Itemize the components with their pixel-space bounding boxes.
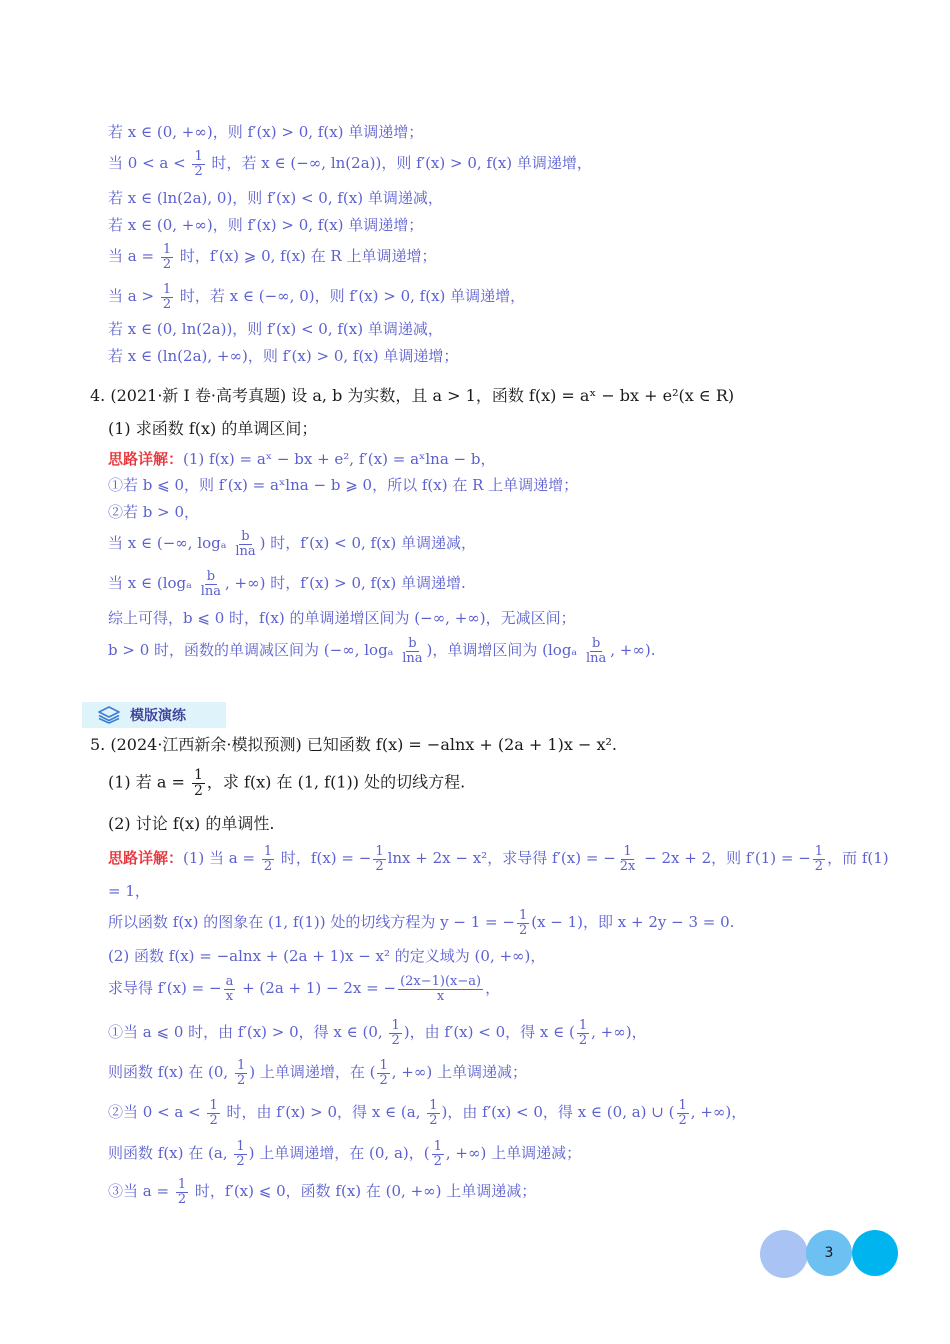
page-number: 3 bbox=[824, 1245, 834, 1261]
solution-line: ①当 a ⩽ 0 时，由 f′(x) > 0，得 x ∈ (0, $\frac{1}{2}$ )，由 f′(x) < 0，得 x ∈ ( $\frac{1}{2}$ , +∞)， bbox=[108, 1018, 647, 1048]
solution-line: 若 x ∈ (ln(2a), +∞)，则 f′(x) > 0, f(x) 单调递增； bbox=[108, 347, 459, 365]
solution-line: 当 a = $\frac{1}{2}$ 时，f′(x) ⩾ 0, f(x) 在 R 上单调递增； bbox=[108, 242, 437, 272]
solution-line: 当 x ∈ (−∞, logₐ $\frac{b}{\ln a}$ ) 时，f′(x) < 0, f(x) 单调递减， bbox=[108, 529, 477, 559]
fraction: $\frac{1}{2}$ bbox=[193, 767, 203, 799]
solution-label: 思路详解： bbox=[108, 849, 184, 868]
solution-line: 若 x ∈ (0, +∞)，则 f′(x) > 0, f(x) 单调递增； bbox=[108, 216, 424, 234]
solution-line: 若 x ∈ (0, ln(2a))，则 f′(x) < 0, f(x) 单调递减， bbox=[108, 320, 443, 338]
solution-line: 所以函数 f(x) 的图象在 (1, f(1)) 处的切线方程为 y − 1 = − $\frac{1}{2}$ (x − 1)，即 x + 2y − 3 = 0. bbox=[108, 908, 735, 938]
fraction: $\frac{1}{2}$ bbox=[433, 1139, 442, 1169]
solution-line: 思路详解：(1) f(x) = aˣ − bx + e², f′(x) = aˣlna − b， bbox=[108, 450, 496, 468]
solution-line: 当 a > $\frac{1}{2}$ 时，若 x ∈ (−∞, 0)，则 f′(x) > 0, f(x) 单调递增， bbox=[108, 282, 526, 312]
fraction: $\frac{1}{2}$ bbox=[814, 844, 824, 874]
fraction: $\frac{1}{2}$ bbox=[236, 1058, 246, 1088]
fraction: $\frac{1}{2}$ bbox=[578, 1018, 588, 1048]
solution-line: ①若 b ⩽ 0，则 f′(x) = aˣlna − b ⩾ 0，所以 f(x) 在 R 上单调递增； bbox=[108, 476, 579, 494]
solution-line: (2) 函数 f(x) = −alnx + (2a + 1)x − x² 的定义域为 (0, +∞)， bbox=[108, 947, 546, 965]
solution-line: 则函数 f(x) 在 (a, $\frac{1}{2}$ ) 上单调递增，在 (0, a)，( $\frac{1}{2}$ , +∞) 上单调递减； bbox=[108, 1139, 582, 1169]
solution-line: ②当 0 < a < $\frac{1}{2}$ 时，由 f′(x) > 0，得 x ∈ (a, $\frac{1}{2}$ )，由 f′(x) < 0，得 x ∈ (0, a) ∪ ( $\frac{1}{2}$ , +∞)， bbox=[108, 1098, 747, 1128]
solution-label: 思路详解： bbox=[108, 450, 184, 468]
question-4-part-1: (1) 求函数 f(x) 的单调区间； bbox=[108, 419, 318, 438]
fraction: $\frac{1}{2}$ bbox=[177, 1177, 187, 1207]
solution-line: 求导得 f′(x) = − $\frac{a}{x}$ + (2a + 1) − 2x = − $\frac{(2x-1)(x-a)}{x}$ ， bbox=[108, 974, 501, 1004]
question-5-part-1: (1) 若 a = $\frac{1}{2}$ ，求 f(x) 在 (1, f(1)) 处的切线方程. bbox=[108, 767, 466, 799]
fraction: $\frac{b}{\ln a}$ bbox=[585, 636, 607, 666]
fraction: $\frac{1}{2}$ bbox=[162, 282, 172, 312]
fraction: $\frac{1}{2}$ bbox=[236, 1139, 245, 1169]
solution-line: 当 x ∈ (logₐ $\frac{b}{\ln a}$ , +∞) 时，f′(x) > 0, f(x) 单调递增. bbox=[108, 569, 466, 599]
question-5: 5. (2024·江西新余·模拟预测) 已知函数 f(x) = −alnx + (2a + 1)x − x². bbox=[90, 735, 617, 754]
decor-circle-left bbox=[760, 1230, 808, 1278]
solution-line: ②若 b > 0， bbox=[108, 503, 200, 521]
solution-line: 若 x ∈ (0, +∞)，则 f′(x) > 0, f(x) 单调递增； bbox=[108, 123, 424, 141]
solution-line: = 1， bbox=[108, 882, 150, 900]
solution-line: 则函数 f(x) 在 (0, $\frac{1}{2}$ ) 上单调递增，在 ( $\frac{1}{2}$ , +∞) 上单调递减； bbox=[108, 1058, 527, 1088]
fraction: $\frac{b}{\ln a}$ bbox=[235, 529, 256, 559]
layers-icon bbox=[98, 706, 120, 724]
fraction: $\frac{1}{2}$ bbox=[391, 1018, 400, 1048]
fraction: $\frac{1}{2}$ bbox=[379, 1058, 388, 1088]
solution-line: 综上可得，b ⩽ 0 时，f(x) 的单调递增区间为 (−∞, +∞)，无减区间； bbox=[108, 609, 576, 627]
section-tab bbox=[82, 702, 226, 728]
solution-line: b > 0 时，函数的单调减区间为 (−∞, logₐ $\frac{b}{\ln a}$ )，单调增区间为 (logₐ $\frac{b}{\ln a}$ , +∞). bbox=[108, 636, 656, 666]
fraction: $\frac{(2x-1)(x-a)}{x}$ bbox=[400, 974, 482, 1004]
solution-line: 当 0 < a < $\frac{1}{2}$ 时，若 x ∈ (−∞, ln(2a))，则 f′(x) > 0, f(x) 单调递增， bbox=[108, 149, 592, 179]
solution-line: 思路详解：(1) 当 a = $\frac{1}{2}$ 时，f(x) = − $\frac{1}{2}$ lnx + 2x − x²，求导得 f′(x) = − $\frac{1}{2x}$ − 2x + 2，则 f′(1) = − $\frac{1}{2}$ ，而 f(1) bbox=[108, 844, 889, 874]
fraction: $\frac{1}{2}$ bbox=[375, 844, 384, 874]
fraction: $\frac{1}{2}$ bbox=[194, 149, 203, 179]
fraction: $\frac{1}{2x}$ bbox=[619, 844, 636, 874]
fraction: $\frac{1}{2}$ bbox=[209, 1098, 218, 1128]
question-4: 4. (2021·新 Ⅰ 卷·高考真题) 设 a, b 为实数，且 a > 1，函数 f(x) = aˣ − bx + e²(x ∈ R) bbox=[90, 386, 735, 405]
fraction: $\frac{b}{\ln a}$ bbox=[200, 569, 221, 599]
solution-line: ③当 a = $\frac{1}{2}$ 时，f′(x) ⩽ 0，函数 f(x) 在 (0, +∞) 上单调递减； bbox=[108, 1177, 537, 1207]
fraction: $\frac{1}{2}$ bbox=[263, 844, 273, 874]
section-tab-label: 模版演练 bbox=[130, 708, 186, 724]
solution-line: 若 x ∈ (ln(2a), 0)，则 f′(x) < 0, f(x) 单调递减， bbox=[108, 189, 443, 207]
question-5-part-2: (2) 讨论 f(x) 的单调性. bbox=[108, 814, 275, 833]
fraction: $\frac{1}{2}$ bbox=[678, 1098, 687, 1128]
decor-circle-right bbox=[852, 1230, 898, 1276]
fraction: $\frac{a}{x}$ bbox=[225, 974, 234, 1004]
fraction: $\frac{b}{\ln a}$ bbox=[402, 636, 423, 666]
fraction: $\frac{1}{2}$ bbox=[162, 242, 172, 272]
fraction: $\frac{1}{2}$ bbox=[429, 1098, 438, 1128]
fraction: $\frac{1}{2}$ bbox=[518, 908, 528, 938]
